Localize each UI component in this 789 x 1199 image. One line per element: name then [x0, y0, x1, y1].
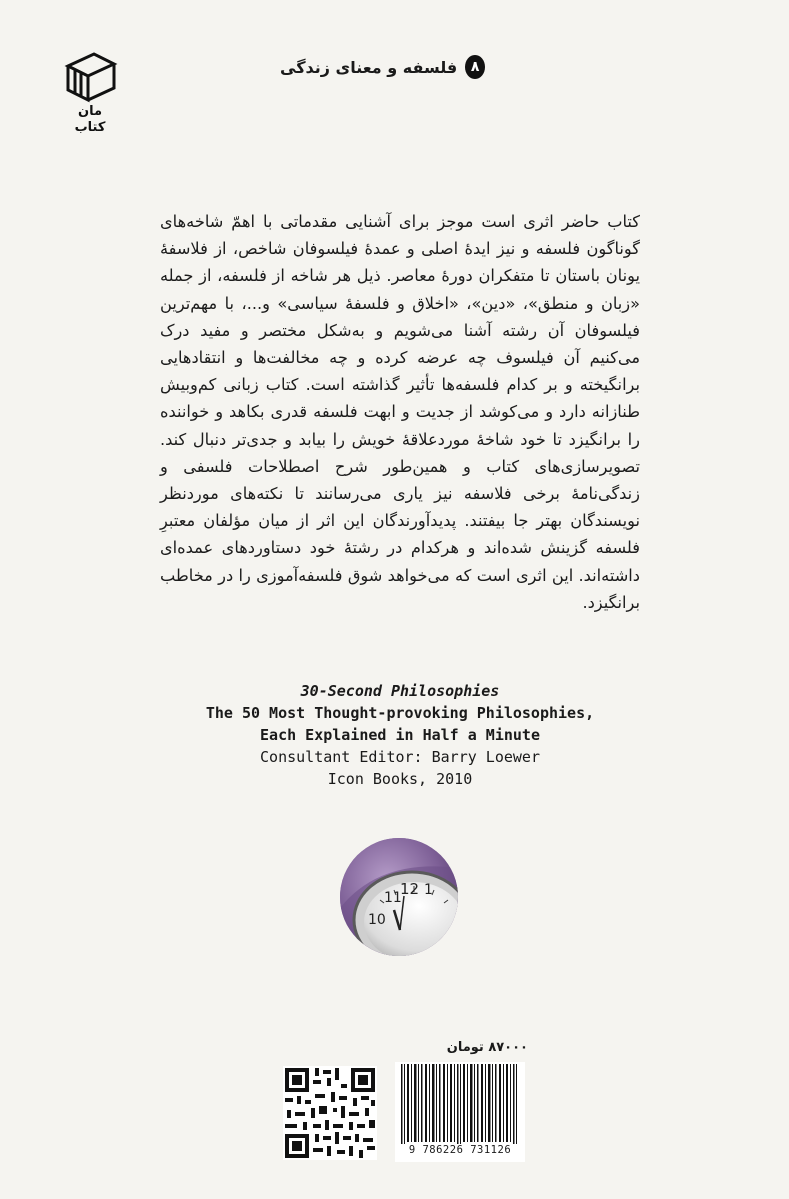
clock-number-11: 11 — [384, 890, 402, 906]
original-edition-info — [190, 680, 610, 790]
clock-number-1: 1 — [424, 882, 433, 898]
clock-icon — [340, 838, 458, 956]
original-publisher-year: Icon Books, 2010 — [327, 770, 473, 788]
books-stack-icon — [60, 44, 120, 134]
original-subtitle-line2: Each Explained in Half a Minute — [260, 726, 540, 744]
qr-code-icon — [283, 1066, 377, 1160]
book-description — [160, 208, 640, 616]
isbn-number: 9 786226 731126 — [395, 1144, 525, 1156]
qr-code — [283, 1066, 377, 1160]
publisher-logo-text-top: مان — [77, 104, 103, 119]
publisher-logo-text-bottom: کتاب — [74, 120, 106, 134]
barcode-icon — [395, 1062, 525, 1146]
clock-number-10: 10 — [368, 912, 386, 928]
clock-number-12: 12 — [400, 880, 420, 898]
series-number-badge: ۸ — [465, 55, 485, 79]
consultant-editor: Consultant Editor: Barry Loewer — [260, 748, 540, 766]
description-paragraph: کتاب حاضر اثری است موجز برای آشنایی مقدماتی با اهمّ شاخه‌های گوناگون فلسفه و نیز ایدهٔ اصلی و عمدهٔ فیلسوفان شاخص، از فلاسفهٔ یونان باستان تا متفکران دورهٔ معاصر. ذیل هر شاخه از فلسفه، از جمله «زبان و منطق»، «دین»، «اخلاق و فلسفهٔ سیاسی» و...، با مهم‌ترین فیلسوفان آن رشته آشنا می‌شویم و به‌شکل مختصر و مفید درک می‌کنیم آن فیلسوف چه عرضه کرده و چه مخالفت‌ها و انتقادهایی برانگیخته و بر کدام فلسفه‌ها تأثیر گذاشته است. کتاب زبانی کم‌وبیش طنازانه دارد و می‌کوشد از جدیت و ابهت فلسفه قدری بکاهد و خواننده را برانگیزد تا خود شاخهٔ موردعلاقهٔ خویش را بیابد و جدی‌تر دنبال کند. تصویرسازی‌های کتاب و همین‌طور شرح اصطلاحات فلسفی و زندگی‌نامهٔ برخی فلاسفه نیز یاری می‌رسانند تا نکته‌های موردنظر نویسندگان بهتر جا بیفتند. پدیدآورندگان این اثر از میان مؤلفان معتبرِ فلسفه گزینش شده‌اند و هرکدام در رشتهٔ خود دستاوردهای عمده‌ای داشته‌اند. این اثری است که می‌خواهد شوق فلسفه‌آموزی را در مخاطب برانگیزد. — [160, 212, 640, 612]
clock-emblem — [340, 838, 458, 956]
price-label: ۸۷۰۰۰ تومان — [446, 1040, 528, 1055]
series-title: فلسفه و معنای زندگی — [280, 57, 458, 77]
original-title: 30-Second Philosophies — [300, 682, 500, 700]
series-header — [280, 52, 485, 82]
original-subtitle-line1: The 50 Most Thought-provoking Philosophies, — [205, 704, 595, 722]
publisher-logo — [60, 44, 120, 134]
